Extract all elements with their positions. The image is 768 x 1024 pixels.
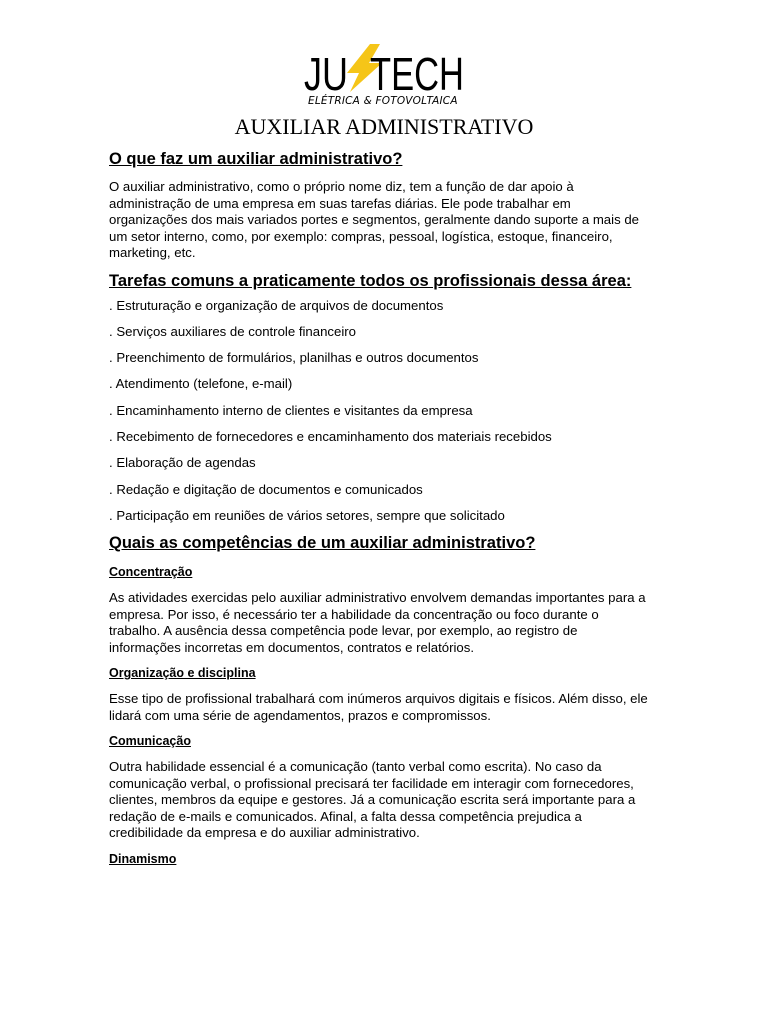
logo-wordmark	[300, 44, 470, 100]
competency-title-organization: Organização e disciplina	[109, 666, 256, 681]
document-title: AUXILIAR ADMINISTRATIVO	[234, 114, 534, 139]
competency-title-dynamism: Dinamismo	[109, 851, 177, 866]
heading-what-does: O que faz um auxiliar administrativo?	[109, 150, 403, 168]
list-item: . Encaminhamento interno de clientes e visitantes da empresa	[109, 402, 473, 418]
list-item: . Preenchimento de formulários, planilhas e outros documentos	[109, 350, 479, 366]
company-logo	[300, 44, 470, 112]
logo-word-right: TECH	[370, 48, 464, 100]
logo-tagline: ELÉTRICA & FOTOVOLTAICA	[308, 95, 458, 107]
heading-common-tasks: Tarefas comuns a praticamente todos os profissionais dessa área:	[109, 271, 632, 290]
logo-word-left: JU	[304, 48, 348, 100]
competency-title-communication: Comunicação	[109, 734, 191, 749]
list-item: . Estruturação e organização de arquivos de documentos	[109, 297, 444, 313]
competency-body-communication: Outra habilidade essencial é a comunicação (tanto verbal como escrita). No caso da comunicação verbal, o profissional precisará ter facilidade em interagir com fornecedores, clientes, membros da equipe e gestores. Já a comunicação escrita será importante para a redação de e-mails e comunicados. Afinal, a falta dessa competência prejudica a credibilidade da empresa e do auxiliar administrativo.	[109, 759, 636, 841]
list-item: . Serviços auxiliares de controle financeiro	[109, 323, 357, 339]
list-item: . Redação e digitação de documentos e comunicados	[109, 481, 423, 497]
task-list	[109, 298, 649, 525]
list-item: . Elaboração de agendas	[109, 455, 256, 471]
document-body	[109, 150, 649, 877]
list-item: . Recebimento de fornecedores e encaminhamento dos materiais recebidos	[109, 428, 552, 444]
heading-competencies: Quais as competências de um auxiliar administrativo?	[109, 534, 536, 553]
competency-body-concentration: As atividades exercidas pelo auxiliar administrativo envolvem demandas importantes para a empresa. Por isso, é necessário ter a habilidade da concentração ou foco durante o trabalho. A ausência dessa competência pode levar, por exemplo, ao registro de informações incorretas em documentos, contratos e relatórios.	[109, 590, 646, 655]
competency-title-concentration: Concentração	[109, 565, 193, 580]
list-item: . Atendimento (telefone, e-mail)	[109, 376, 293, 392]
competency-list	[109, 565, 649, 867]
paragraph-what-does: O auxiliar administrativo, como o próprio nome diz, tem a função de dar apoio à administração de uma empresa em suas tarefas diárias. Ele pode trabalhar em organizações dos mais variados portes e segmentos, geralmente dando suporte a mais de um setor interno, como, por exemplo: compras, pessoal, logística, estoque, financeiro, marketing, etc.	[109, 179, 639, 260]
list-item: . Participação em reuniões de vários setores, sempre que solicitado	[109, 507, 505, 523]
competency-body-organization: Esse tipo de profissional trabalhará com inúmeros arquivos digitais e físicos. Além disso, ele lidará com uma série de agendamentos, prazos e compromissos.	[109, 691, 648, 723]
